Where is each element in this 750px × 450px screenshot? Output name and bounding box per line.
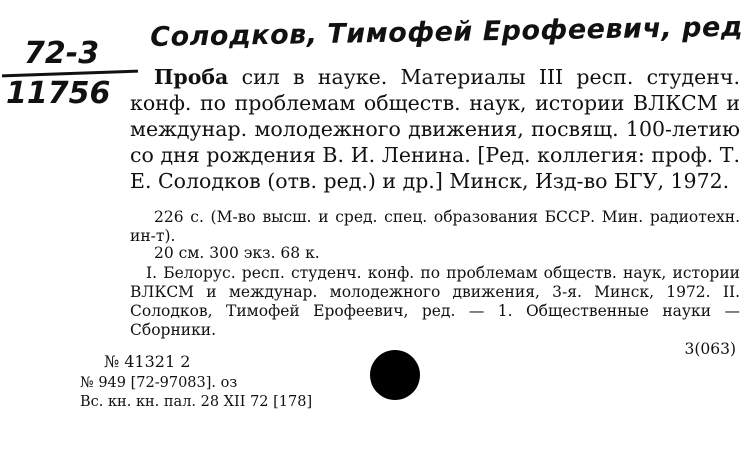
edition-line-1: № 949 [72-97083]. оз: [80, 375, 238, 391]
classification-mark: 3(063): [684, 340, 736, 358]
collation-note: 226 с. (М-во высш. и сред. спец. образования БССР. Мин. радиотехн. ин-т).: [130, 208, 740, 245]
ink-blot: [370, 350, 420, 400]
title-and-imprint: сил в науке. Материалы III респ. студенч. конф. по проблемам обществ. наук, истории ВЛКСМ и междунар. молодежного движения, посвящ. 100-летию со дня рождения В. И. Ленина. [Ред. коллегия: проф. Т. Е. Солодков (отв. ред.) и др.] Минск, Изд-во БГУ, 1972.: [130, 65, 740, 193]
edition-info: [80, 374, 380, 412]
handwritten-shelfmark-bottom: 11756: [6, 76, 111, 111]
format-and-price: 20 см. 300 экз. 68 к.: [154, 244, 320, 262]
order-number: № 41321 2: [104, 352, 191, 371]
handwritten-heading: Солодков, Тимофей Ерофеевич, ред: [150, 11, 744, 53]
title-lead-word: Проба: [154, 65, 229, 89]
handwritten-shelfmark-top: 72-3: [24, 36, 100, 71]
bibliographic-entry: [130, 64, 740, 194]
edition-line-2: Вс. кн. кн. пал. 28 XII 72 [178]: [80, 394, 313, 410]
tracings: I. Белорус. респ. студенч. конф. по проблемам обществ. наук, истории ВЛКСМ и междунар. молодежного движения, 3-я. Минск, 1972. II. Солодков, Тимофей Ерофеевич, ред. — 1. Общественные науки — Сборники.: [130, 264, 740, 339]
